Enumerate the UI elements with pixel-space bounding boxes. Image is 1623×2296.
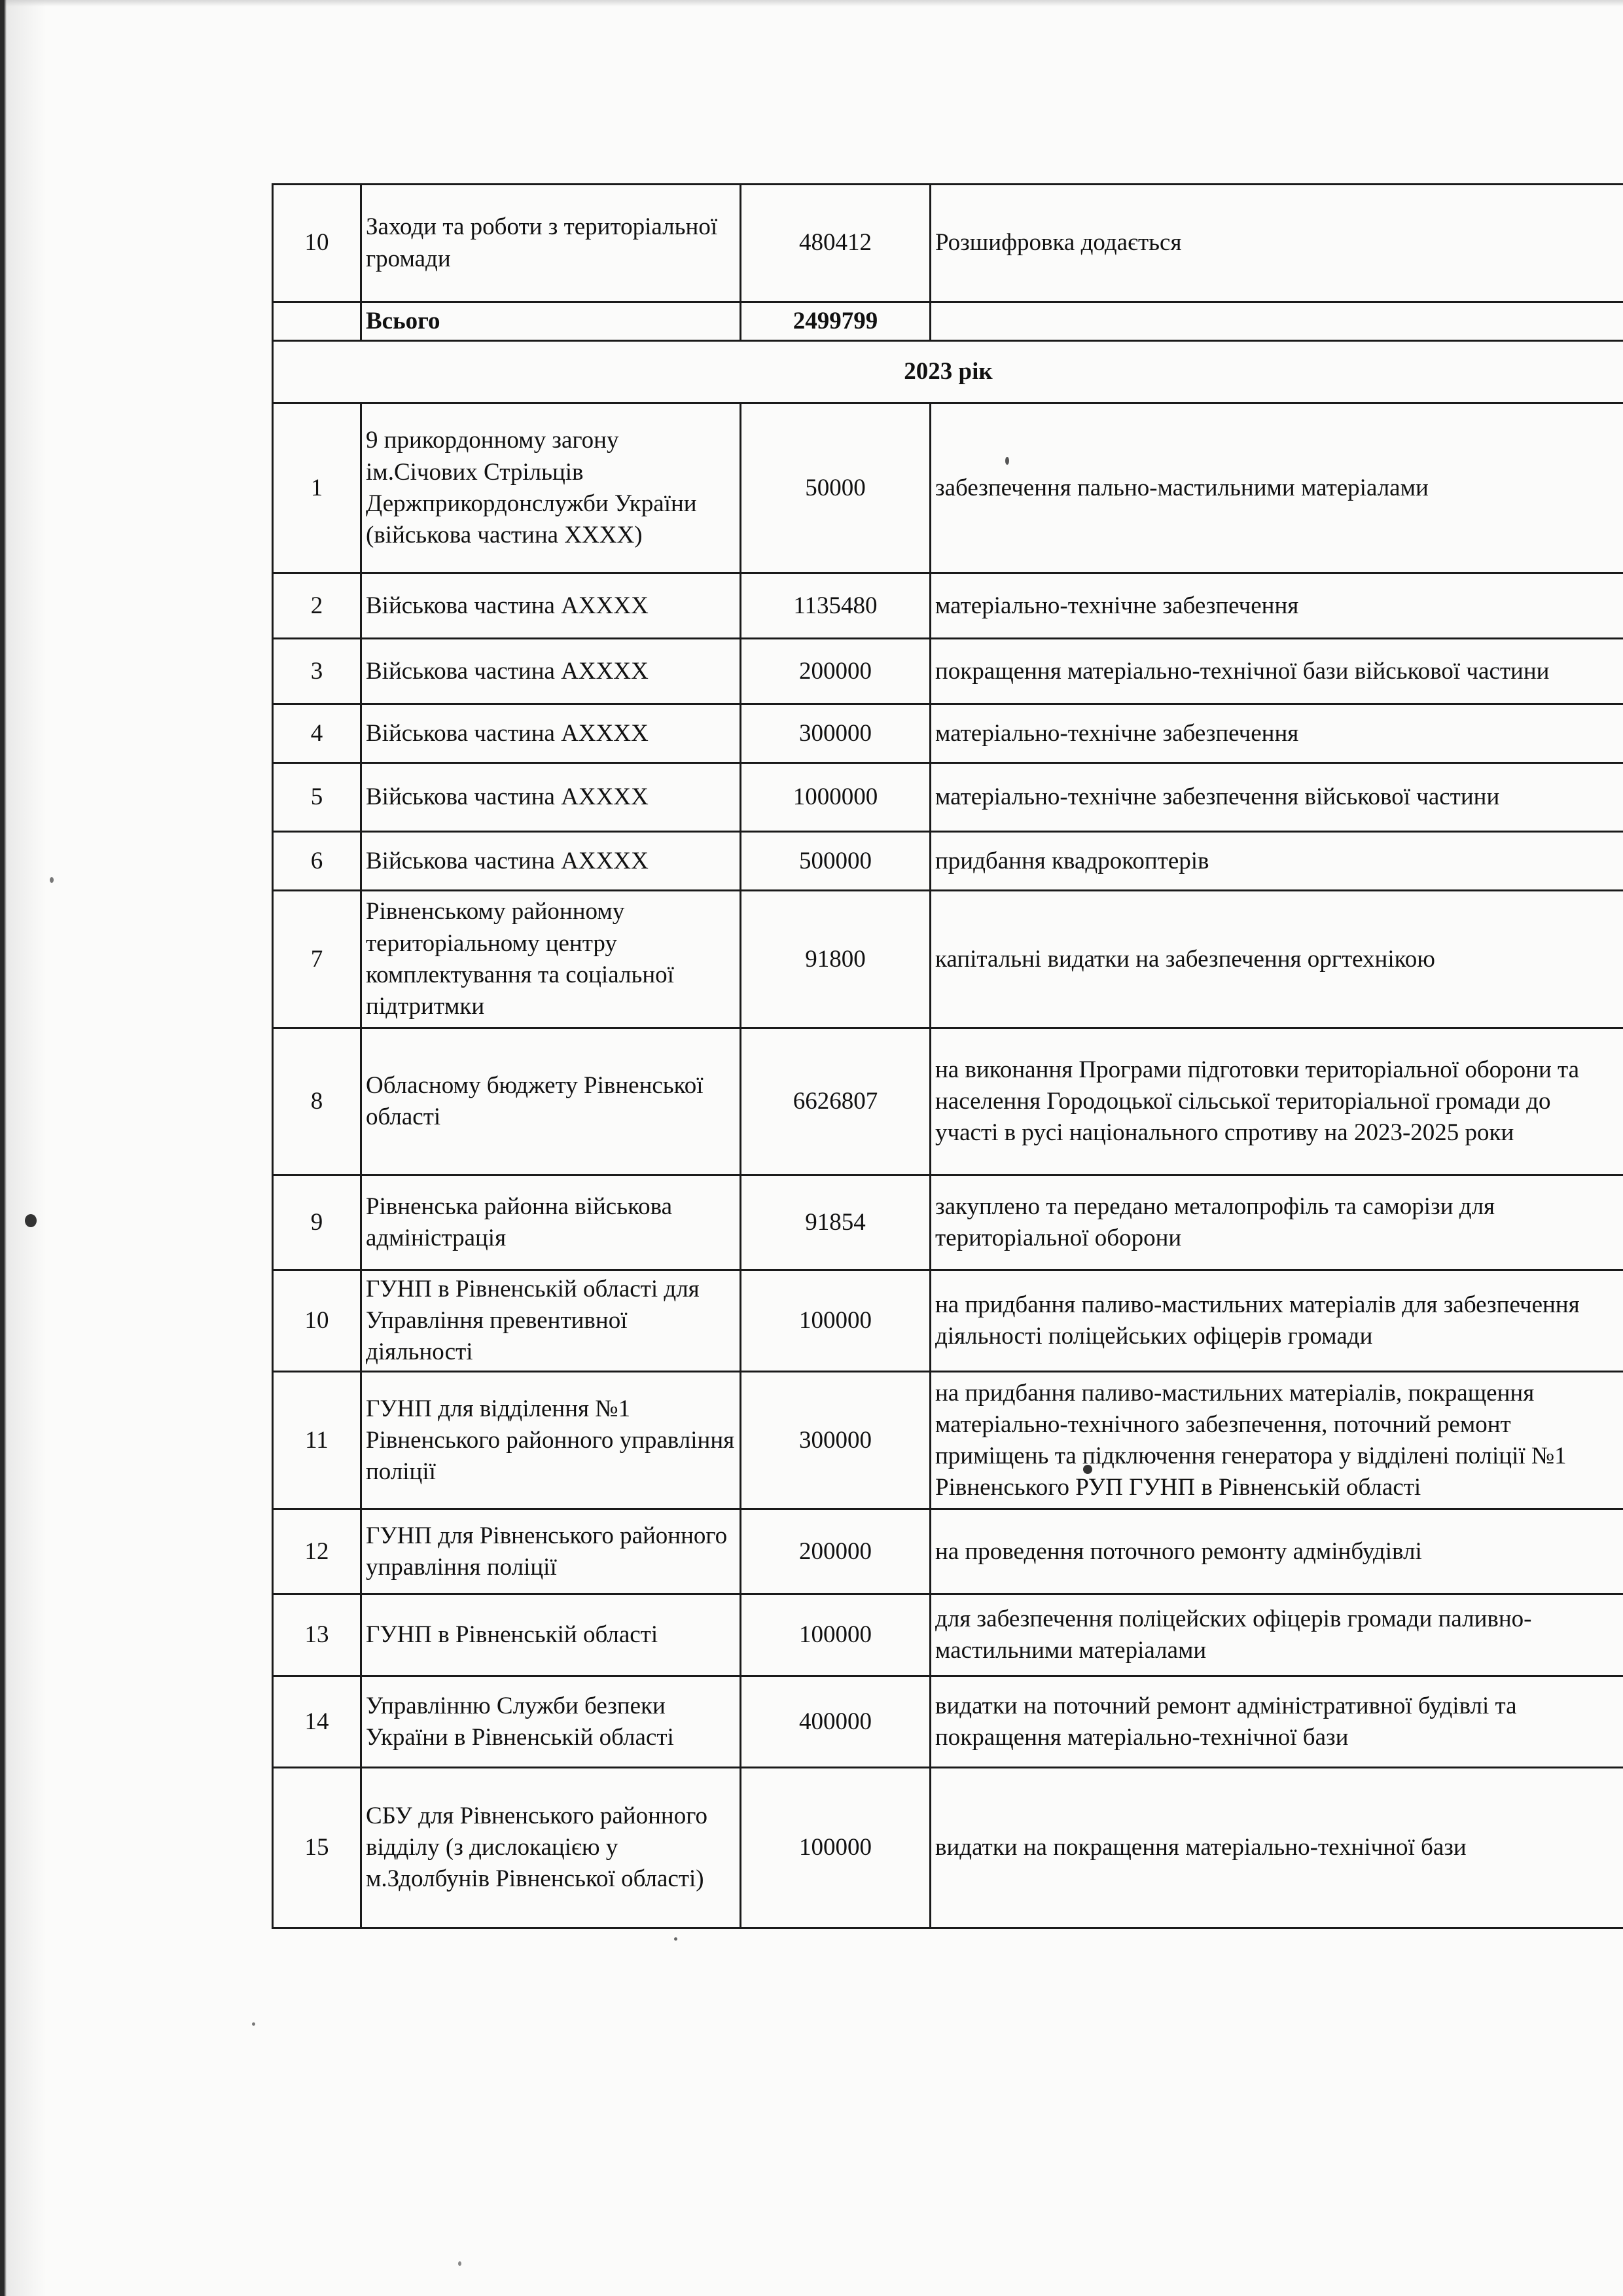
purpose-line: закуплено та передано металопрофіль та саморізи для [935, 1193, 1495, 1220]
recipient-name: ГУНП в Рівненській області для Управління превентивної діяльності [361, 1270, 741, 1372]
table-row [273, 763, 1623, 832]
purpose-line: покращення матеріально-технічної бази [935, 1723, 1349, 1751]
table-row [273, 1768, 1623, 1928]
row-number: 2 [273, 573, 361, 639]
year-header: 2023 рік [273, 341, 1623, 403]
row-number: 11 [273, 1372, 361, 1509]
amount: 100000 [741, 1768, 931, 1928]
purpose [931, 639, 1623, 704]
purpose [931, 1509, 1623, 1594]
amount: 1000000 [741, 763, 931, 832]
purpose-line: територіальної оборони [935, 1225, 1182, 1252]
purpose [931, 832, 1623, 891]
total-row [273, 302, 1623, 341]
purpose-line: на придбання паливо-мастильних матеріалів, покращення [935, 1379, 1535, 1407]
year-header-row [273, 341, 1623, 403]
purpose [931, 1270, 1623, 1372]
row-number: 14 [273, 1676, 361, 1768]
row-number-empty [273, 302, 361, 341]
total-amount: 2499799 [741, 302, 931, 341]
scan-speck [674, 1937, 677, 1941]
table-row [273, 1372, 1623, 1509]
amount: 480412 [741, 185, 931, 302]
amount: 300000 [741, 704, 931, 763]
purpose [931, 1028, 1623, 1175]
amount: 300000 [741, 1372, 931, 1509]
scan-speck [458, 2261, 461, 2266]
purpose [931, 763, 1623, 832]
scan-top-edge [0, 0, 1623, 7]
purpose-line: видатки на поточний ремонт адміністративної будівлі та [935, 1692, 1517, 1719]
row-number: 1 [273, 403, 361, 573]
amount: 500000 [741, 832, 931, 891]
purpose-line: Розшифровка додається [935, 229, 1182, 257]
row-number: 5 [273, 763, 361, 832]
amount: 91854 [741, 1175, 931, 1270]
purpose-line: населення Городоцької сільської територіальної громади до [935, 1088, 1551, 1115]
purpose-line: на виконання Програми підготовки територіальної оборони та [935, 1056, 1580, 1083]
table-row [273, 832, 1623, 891]
table-row [273, 573, 1623, 639]
purpose-line: матеріально-технічне забезпечення [935, 592, 1299, 619]
purpose-line: діяльності поліцейських офіцерів громади [935, 1323, 1373, 1350]
row-number: 3 [273, 639, 361, 704]
funding-table [272, 183, 1623, 1929]
table-row [273, 403, 1623, 573]
purpose-line: матеріально-технічного забезпечення, поточний ремонт [935, 1410, 1511, 1438]
recipient-name: ГУНП для відділення №1 Рівненського районного управління поліції [361, 1372, 741, 1509]
purpose-line: на проведення поточного ремонту адмінбудівлі [935, 1537, 1422, 1565]
purpose-line: участі в русі національного спротиву на 2023-2025 роки [935, 1119, 1514, 1147]
table-row [273, 639, 1623, 704]
amount: 50000 [741, 403, 931, 573]
purpose-line: капітальні видатки на забезпечення оргтехнікою [935, 945, 1435, 973]
recipient-name: Військова частина АХХХХ [361, 573, 741, 639]
recipient-name: Рівненському районному територіальному центру комплектування та соціальної підтритмки [361, 891, 741, 1028]
row-number: 7 [273, 891, 361, 1028]
purpose [931, 1676, 1623, 1768]
purpose-line: матеріально-технічне забезпечення військової частини [935, 783, 1500, 811]
purpose [931, 403, 1623, 573]
scan-left-edge [0, 0, 46, 2296]
table-row [273, 891, 1623, 1028]
row-number: 13 [273, 1594, 361, 1676]
scan-speck [252, 2022, 255, 2026]
amount: 400000 [741, 1676, 931, 1768]
recipient-name: 9 прикордонному загону ім.Січових Стрільців Держприкордонслужби України (військова частина ХХХХ) [361, 403, 741, 573]
purpose-line: приміщень та підключення генератора у відділені поліції №1 [935, 1442, 1567, 1469]
scan-speck [50, 877, 54, 883]
recipient-name: ГУНП для Рівненського районного управління поліції [361, 1509, 741, 1594]
table-row [273, 1028, 1623, 1175]
recipient-name: Заходи та роботи з територіальної громади [361, 185, 741, 302]
row-number: 10 [273, 1270, 361, 1372]
recipient-name: Військова частина АХХХХ [361, 704, 741, 763]
table-row [273, 1509, 1623, 1594]
table-row [273, 1676, 1623, 1768]
amount: 200000 [741, 1509, 931, 1594]
recipient-name: Військова частина АХХХХ [361, 832, 741, 891]
purpose [931, 891, 1623, 1028]
purpose-line: для забезпечення поліцейских офіцерів громади паливно- [935, 1605, 1532, 1633]
amount: 1135480 [741, 573, 931, 639]
recipient-name: ГУНП в Рівненській області [361, 1594, 741, 1676]
purpose-empty [931, 302, 1623, 341]
purpose [931, 1768, 1623, 1928]
row-number: 8 [273, 1028, 361, 1175]
row-number: 12 [273, 1509, 361, 1594]
purpose-line: покращення матеріально-технічної бази військової частини [935, 657, 1550, 685]
table-row [273, 1270, 1623, 1372]
row-number: 15 [273, 1768, 361, 1928]
purpose-line: на придбання паливо-мастильних матеріалів для забезпечення [935, 1291, 1580, 1319]
row-number: 4 [273, 704, 361, 763]
purpose-line: мастильними матеріалами [935, 1637, 1207, 1664]
scan-speck [25, 1214, 37, 1227]
amount: 6626807 [741, 1028, 931, 1175]
amount: 91800 [741, 891, 931, 1028]
row-number: 6 [273, 832, 361, 891]
amount: 100000 [741, 1270, 931, 1372]
table-row [273, 1175, 1623, 1270]
purpose-line: Рівненського РУП ГУНП в Рівненській області [935, 1473, 1421, 1501]
purpose [931, 185, 1623, 302]
row-number: 10 [273, 185, 361, 302]
purpose [931, 704, 1623, 763]
amount: 100000 [741, 1594, 931, 1676]
purpose-line: забезпечення пально-мастильними матеріалами [935, 474, 1429, 501]
recipient-name: Рівненська районна військова адміністрація [361, 1175, 741, 1270]
purpose-line: придбання квадрокоптерів [935, 847, 1209, 874]
purpose [931, 573, 1623, 639]
recipient-name: СБУ для Рівненського районного відділу (з дислокацією у м.Здолбунів Рівненської області) [361, 1768, 741, 1928]
purpose [931, 1594, 1623, 1676]
recipient-name: Військова частина АХХХХ [361, 763, 741, 832]
recipient-name: Військова частина АХХХХ [361, 639, 741, 704]
purpose-line: видатки на покращення матеріально-технічної бази [935, 1834, 1467, 1861]
purpose-line: матеріально-технічне забезпечення [935, 719, 1299, 747]
total-label: Всього [361, 302, 741, 341]
row-number: 9 [273, 1175, 361, 1270]
purpose [931, 1175, 1623, 1270]
purpose [931, 1372, 1623, 1509]
recipient-name: Управлінню Служби безпеки України в Рівненській області [361, 1676, 741, 1768]
table-row [273, 1594, 1623, 1676]
amount: 200000 [741, 639, 931, 704]
recipient-name: Обласному бюджету Рівненської області [361, 1028, 741, 1175]
table-row [273, 185, 1623, 302]
table-row [273, 704, 1623, 763]
